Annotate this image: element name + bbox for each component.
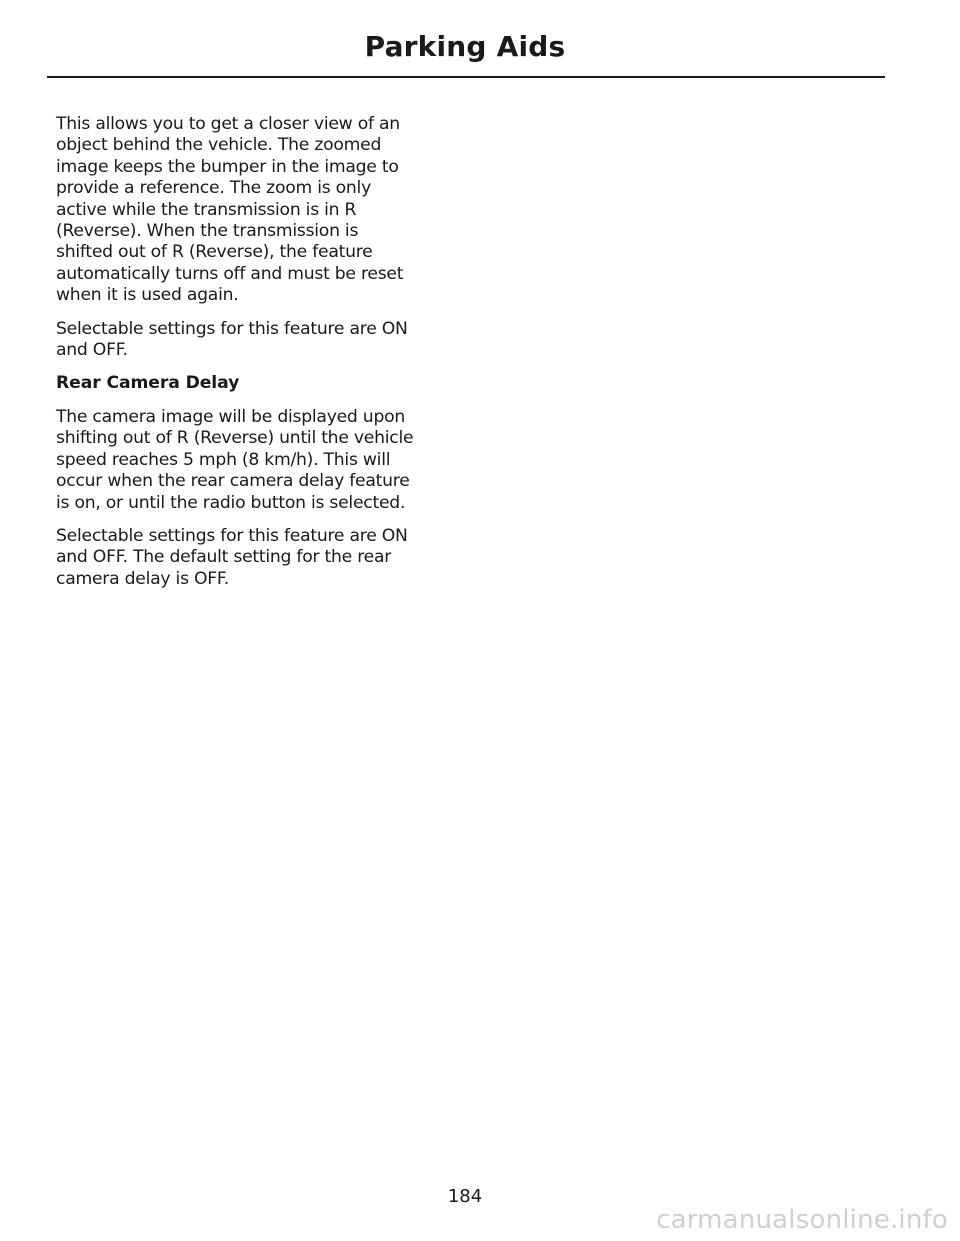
paragraph-delay-description: The camera image will be displayed upon shifting out of R (Reverse) until the vehicle speed reaches 5 mph (8 km/h). This will occur when the rear camera delay feature is on, or until the radio button is selected. <box>56 406 414 513</box>
content-column <box>56 114 451 602</box>
paragraph-zoom-settings: Selectable settings for this feature are ON and OFF. <box>56 318 408 361</box>
paragraph-zoom-description: This allows you to get a closer view of an object behind the vehicle. The zoomed image keeps the bumper in the image to provide a reference. The zoom is only active while the transmission is in R (Reverse). When the transmission is shifted out of R (Reverse), the feature automatically turns off and must be reset when it is used again. <box>56 114 404 306</box>
section-heading-rear-camera-delay: Rear Camera Delay <box>56 373 240 394</box>
page-number: 184 <box>447 1186 483 1207</box>
page-title: Parking Aids <box>364 30 566 63</box>
watermark: carmanualsonline.info <box>656 1205 948 1235</box>
header-divider <box>47 76 885 78</box>
paragraph-delay-settings: Selectable settings for this feature are ON and OFF. The default setting for the rear camera delay is OFF. <box>56 525 408 589</box>
